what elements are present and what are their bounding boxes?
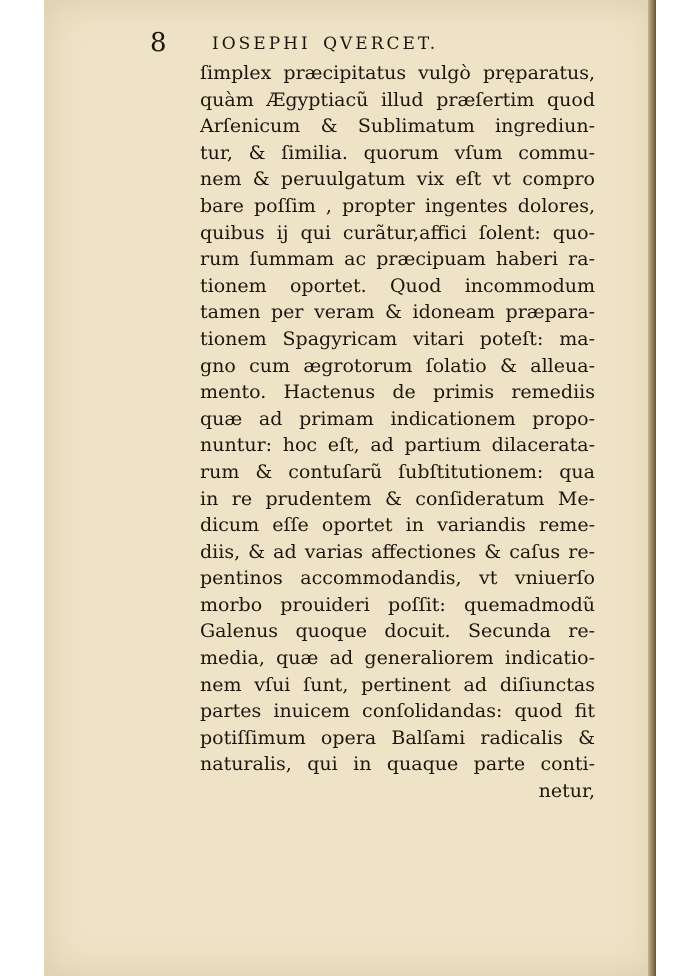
text-line: quæ ad primam indicationem propo- <box>200 407 595 430</box>
page-number: 8 <box>150 28 167 58</box>
text-line: potiſſimum opera Balſami radicalis & <box>200 726 595 749</box>
text-line: partes inuicem conſolidandas: quod fit <box>200 700 595 723</box>
running-title: IOSEPHI QVERCET. <box>212 34 439 54</box>
text-line: in re prudentem & conſideratum Me- <box>200 487 595 510</box>
text-line: nem & peruulgatum vix eſt vt compro <box>200 168 595 191</box>
catchword: netur, <box>538 780 595 803</box>
running-head <box>150 28 550 60</box>
text-line: media, quæ ad generaliorem indicatio- <box>200 647 595 670</box>
text-line: ſimplex præcipitatus vulgò pręparatus, <box>200 62 595 84</box>
text-line: gno cum ægrotorum ſolatio & alleua- <box>200 354 595 377</box>
text-line: tionem Spagyricam vitari poteſt: ma- <box>200 327 595 350</box>
text-line: nem vſui ſunt, pertinent ad diſiunctas <box>200 673 595 696</box>
text-line: naturalis, qui in quaque parte conti- <box>200 753 595 776</box>
body-text <box>200 60 595 805</box>
text-line: mento. Hactenus de primis remediis <box>200 381 595 404</box>
text-line: dicum eſſe oportet in variandis reme- <box>200 514 595 537</box>
page-edge <box>648 0 656 976</box>
text-line: Arſenicum & Sublimatum ingrediun- <box>200 115 595 138</box>
text-line: quibus ij qui curãtur,affici ſolent: quo- <box>200 221 595 244</box>
text-line: pentinos accommodandis, vt vniuerſo <box>200 567 595 590</box>
text-line: rum & contuſarũ ſubſtitutionem: qua <box>200 460 595 483</box>
text-line: quàm Ægyptiacũ illud præſertim quod <box>200 88 595 111</box>
text-line: nuntur: hoc eſt, ad partium dilacerata- <box>200 434 595 457</box>
text-line: diis, & ad varias affectiones & caſus re- <box>200 540 595 563</box>
text-line: tur, & ſimilia. quorum vſum commu- <box>200 141 595 164</box>
text-line: morbo prouideri poſſit: quemadmodũ <box>200 593 595 616</box>
text-line: Galenus quoque docuit. Secunda re- <box>200 620 595 643</box>
text-line: bare poſſim , propter ingentes dolores, <box>200 194 595 217</box>
text-line: tionem oportet. Quod incommodum <box>200 274 595 297</box>
text-line: tamen per veram & idoneam præpara- <box>200 301 595 324</box>
text-line: rum ſummam ac præcipuam haberi ra- <box>200 248 595 271</box>
